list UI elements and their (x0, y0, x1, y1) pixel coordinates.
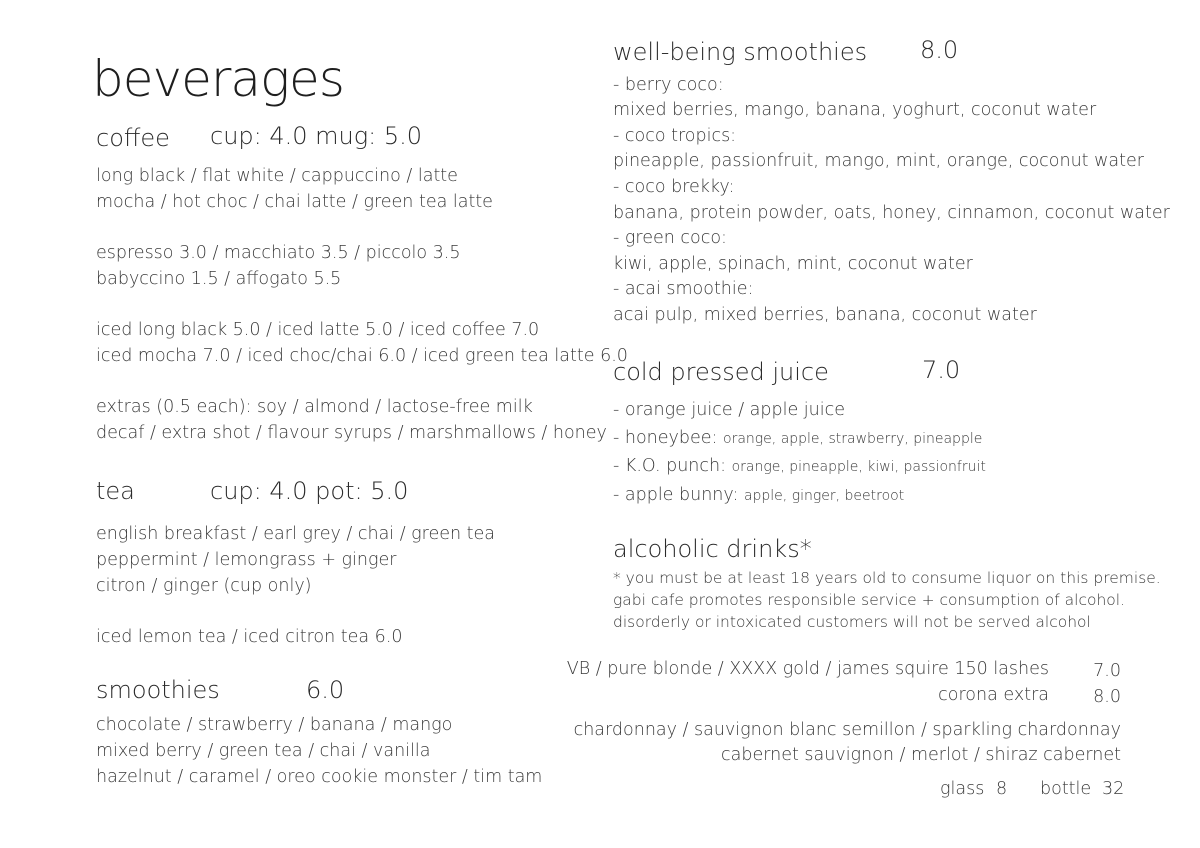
wellbeing-line: mixed berries, mango, banana, yoghurt, coconut water (613, 100, 1097, 120)
alcohol-heading: alcoholic drinks* (613, 535, 812, 563)
juice-price: 7.0 (922, 356, 961, 384)
juice-item (613, 454, 986, 481)
beer-price: 7.0 (1093, 661, 1121, 681)
tea-line: english breakfast / earl grey / chai / green tea (96, 524, 496, 544)
juice-item (613, 398, 845, 425)
wellbeing-line: acai pulp, mixed berries, banana, coconut water (613, 305, 1037, 325)
juice-item-name: - apple bunny: (613, 485, 744, 505)
juice-item-detail: orange, apple, strawberry, pineapple (723, 431, 983, 447)
coffee-line: mocha / hot choc / chai latte / green tea latte (96, 192, 493, 212)
smoothies-line: chocolate / strawberry / banana / mango (96, 715, 453, 735)
wellbeing-line: kiwi, apple, spinach, mint, coconut water (613, 254, 973, 274)
wellbeing-line: - coco tropics: (613, 126, 737, 146)
alcohol-note: gabi cafe promotes responsible service + consumption of alcohol. (613, 591, 1126, 609)
tea-line: iced lemon tea / iced citron tea 6.0 (96, 627, 403, 647)
wellbeing-line: banana, protein powder, oats, honey, cinnamon, coconut water (613, 203, 1170, 223)
wellbeing-line: - coco brekky: (613, 177, 735, 197)
wellbeing-line: pineapple, passionfruit, mango, mint, orange, coconut water (613, 151, 1144, 171)
juice-item-name: - honeybee: (613, 428, 723, 448)
alcohol-note: disorderly or intoxicated customers will not be served alcohol (613, 613, 1091, 631)
juice-item-name: - orange juice / apple juice (613, 400, 845, 420)
juice-item-name: - K.O. punch: (613, 456, 732, 476)
bottle-label: bottle (1040, 779, 1092, 799)
wine-line: chardonnay / sauvignon blanc semillon / sparkling chardonnay (573, 720, 1121, 740)
coffee-heading: coffee (96, 124, 170, 152)
coffee-price: cup: 4.0 mug: 5.0 (210, 122, 423, 150)
glass-price: 8 (996, 779, 1008, 799)
coffee-line: extras (0.5 each): soy / almond / lactose-free milk (96, 397, 533, 417)
smoothies-line: mixed berry / green tea / chai / vanilla (96, 741, 431, 761)
coffee-line: babyccino 1.5 / affogato 5.5 (96, 269, 342, 289)
tea-line: peppermint / lemongrass + ginger (96, 550, 397, 570)
wellbeing-line: - green coco: (613, 228, 727, 248)
menu-title: beverages (92, 50, 344, 108)
tea-line: citron / ginger (cup only) (96, 576, 312, 596)
wellbeing-price: 8.0 (920, 36, 959, 64)
juice-item-detail: apple, ginger, beetroot (743, 488, 905, 504)
wellbeing-line: - acai smoothie: (613, 279, 754, 299)
coffee-line: iced mocha 7.0 / iced choc/chai 6.0 / iced green tea latte 6.0 (96, 346, 628, 366)
juice-item (613, 483, 904, 510)
coffee-line: espresso 3.0 / macchiato 3.5 / piccolo 3.5 (96, 243, 461, 263)
bottle-price: 32 (1102, 779, 1125, 799)
juice-item (613, 426, 982, 453)
coffee-line: decaf / extra shot / flavour syrups / marshmallows / honey (96, 423, 607, 443)
beer-price: 8.0 (1093, 687, 1121, 707)
tea-heading: tea (96, 477, 135, 505)
juice-heading: cold pressed juice (613, 358, 829, 386)
wellbeing-line: - berry coco: (613, 75, 724, 95)
tea-price: cup: 4.0 pot: 5.0 (210, 477, 409, 505)
smoothies-line: hazelnut / caramel / oreo cookie monster / tim tam (96, 767, 543, 787)
wine-line: cabernet sauvignon / merlot / shiraz cabernet (721, 745, 1121, 765)
smoothies-price: 6.0 (306, 676, 345, 704)
smoothies-heading: smoothies (96, 676, 220, 704)
glass-label: glass (940, 779, 985, 799)
coffee-line: iced long black 5.0 / iced latte 5.0 / iced coffee 7.0 (96, 320, 540, 340)
coffee-line: long black / flat white / cappuccino / latte (96, 166, 458, 186)
wellbeing-heading: well-being smoothies (613, 38, 868, 66)
beer-name: VB / pure blonde / XXXX gold / james squire 150 lashes (566, 659, 1049, 679)
beer-name: corona extra (938, 685, 1049, 705)
juice-item-detail: orange, pineapple, kiwi, passionfruit (731, 459, 986, 475)
alcohol-note: * you must be at least 18 years old to consume liquor on this premise. (613, 569, 1161, 587)
